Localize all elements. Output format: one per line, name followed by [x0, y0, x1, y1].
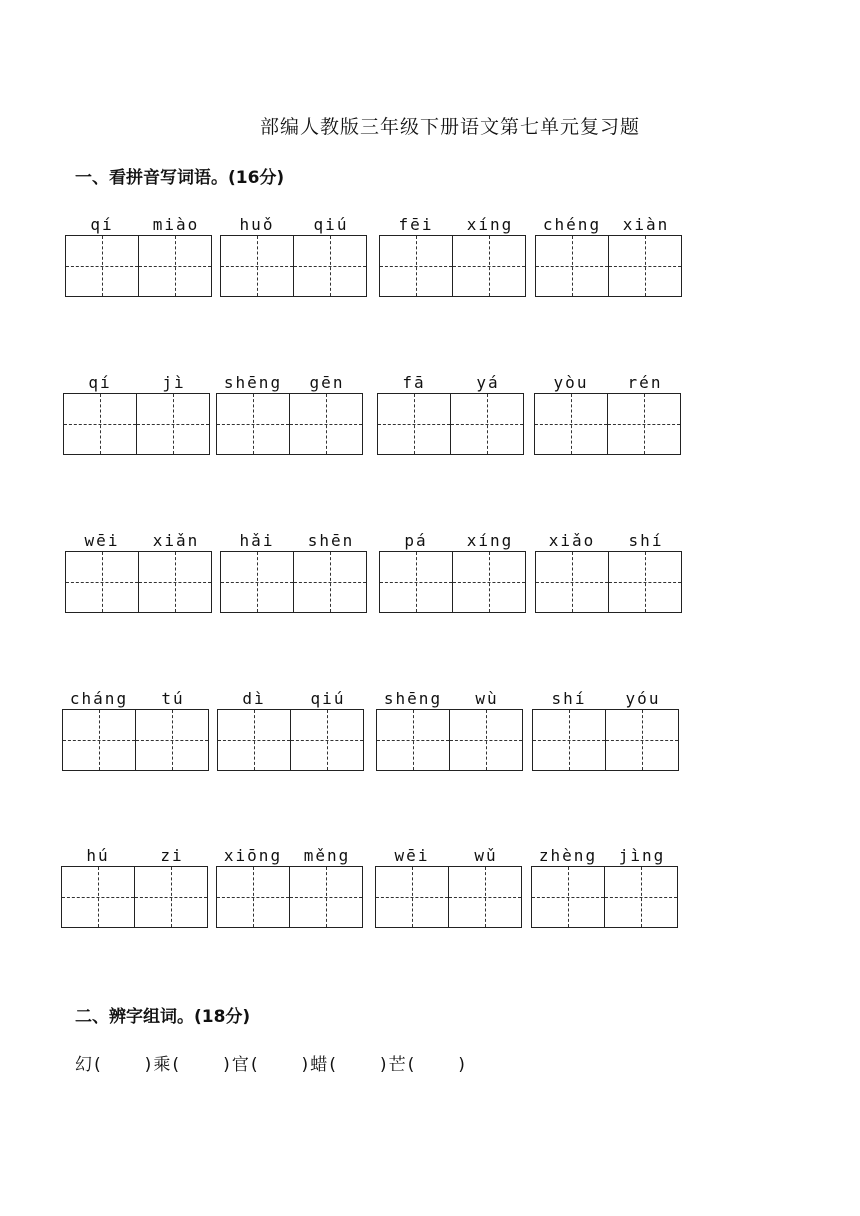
vertical-guide-line — [486, 710, 487, 770]
vertical-guide-line — [412, 867, 413, 927]
tianzige-writing-cell[interactable] — [535, 551, 609, 613]
pinyin-label: měng — [303, 846, 351, 865]
tianzige-writing-cell[interactable] — [452, 235, 526, 297]
vertical-guide-line — [416, 552, 417, 612]
tianzige-writing-cell[interactable] — [65, 551, 139, 613]
tianzige-writing-cell[interactable] — [605, 709, 679, 771]
tianzige-writing-cell[interactable] — [604, 866, 678, 928]
vertical-guide-line — [644, 394, 645, 454]
tianzige-writing-cell[interactable] — [134, 866, 208, 928]
pinyin-label: qí — [90, 215, 114, 234]
tianzige-writing-cell[interactable] — [290, 709, 364, 771]
tianzige-writing-cell[interactable] — [217, 709, 291, 771]
tianzige-writing-cell[interactable] — [376, 709, 450, 771]
pinyin-label: fēi — [398, 215, 434, 234]
writing-boxes — [62, 709, 210, 771]
pinyin-label: jìng — [618, 846, 666, 865]
tianzige-writing-cell[interactable] — [220, 551, 294, 613]
vertical-guide-line — [102, 236, 103, 296]
pinyin-row — [0, 689, 860, 789]
tianzige-writing-cell[interactable] — [136, 393, 210, 455]
tianzige-writing-cell[interactable] — [379, 551, 453, 613]
writing-boxes — [220, 235, 368, 297]
pinyin-label: hú — [86, 846, 110, 865]
tianzige-writing-cell[interactable] — [377, 393, 451, 455]
vertical-guide-line — [642, 710, 643, 770]
pinyin-label: pá — [404, 531, 428, 550]
tianzige-writing-cell[interactable] — [216, 866, 290, 928]
tianzige-writing-cell[interactable] — [448, 866, 522, 928]
writing-boxes — [377, 393, 525, 455]
vertical-guide-line — [99, 710, 100, 770]
tianzige-writing-cell[interactable] — [62, 709, 136, 771]
pinyin-label: qiú — [310, 689, 346, 708]
tianzige-writing-cell[interactable] — [452, 551, 526, 613]
pinyin-label: wēi — [394, 846, 430, 865]
section-1-heading: 一、看拼音写词语。(16分) — [75, 168, 285, 188]
writing-boxes — [65, 235, 213, 297]
tianzige-writing-cell[interactable] — [293, 235, 367, 297]
pinyin-label: wǔ — [474, 846, 498, 865]
pinyin-label: wù — [475, 689, 499, 708]
pinyin-label: shēng — [223, 373, 283, 392]
tianzige-writing-cell[interactable] — [61, 866, 135, 928]
writing-boxes — [379, 235, 527, 297]
tianzige-writing-cell[interactable] — [532, 709, 606, 771]
pinyin-row — [0, 215, 860, 315]
tianzige-writing-cell[interactable] — [289, 393, 363, 455]
tianzige-writing-cell[interactable] — [65, 235, 139, 297]
word-formation-line[interactable]: 幻( )乘( )官( )蜡( )芒( ) — [75, 1055, 468, 1075]
tianzige-writing-cell[interactable] — [534, 393, 608, 455]
tianzige-writing-cell[interactable] — [63, 393, 137, 455]
tianzige-writing-cell[interactable] — [607, 393, 681, 455]
pinyin-row — [0, 846, 860, 946]
pinyin-label: xíng — [466, 531, 514, 550]
pinyin-label: chéng — [542, 215, 602, 234]
vertical-guide-line — [569, 710, 570, 770]
pinyin-label: tú — [161, 689, 185, 708]
vertical-guide-line — [489, 236, 490, 296]
vertical-guide-line — [641, 867, 642, 927]
tianzige-writing-cell[interactable] — [531, 866, 605, 928]
vertical-guide-line — [100, 394, 101, 454]
writing-boxes — [532, 709, 680, 771]
pinyin-label: qiú — [313, 215, 349, 234]
vertical-guide-line — [645, 236, 646, 296]
tianzige-writing-cell[interactable] — [220, 235, 294, 297]
writing-boxes — [379, 551, 527, 613]
pinyin-label: rén — [627, 373, 663, 392]
vertical-guide-line — [172, 710, 173, 770]
writing-boxes — [534, 393, 682, 455]
tianzige-writing-cell[interactable] — [608, 551, 682, 613]
pinyin-label: dì — [242, 689, 266, 708]
vertical-guide-line — [254, 710, 255, 770]
pinyin-row — [0, 531, 860, 631]
writing-boxes — [216, 393, 364, 455]
tianzige-writing-cell[interactable] — [535, 235, 609, 297]
pinyin-row — [0, 373, 860, 473]
pinyin-label: shí — [551, 689, 587, 708]
pinyin-label: xiǎo — [548, 531, 596, 550]
writing-boxes — [65, 551, 213, 613]
vertical-guide-line — [257, 236, 258, 296]
tianzige-writing-cell[interactable] — [216, 393, 290, 455]
pinyin-label: shí — [628, 531, 664, 550]
pinyin-label: fā — [402, 373, 426, 392]
pinyin-label: gēn — [309, 373, 345, 392]
vertical-guide-line — [330, 236, 331, 296]
pinyin-label: xiàn — [622, 215, 670, 234]
vertical-guide-line — [173, 394, 174, 454]
pinyin-label: miào — [152, 215, 200, 234]
vertical-guide-line — [253, 867, 254, 927]
vertical-guide-line — [326, 867, 327, 927]
tianzige-writing-cell[interactable] — [449, 709, 523, 771]
pinyin-label: zhèng — [538, 846, 598, 865]
tianzige-writing-cell[interactable] — [135, 709, 209, 771]
pinyin-label: xiǎn — [152, 531, 200, 550]
tianzige-writing-cell[interactable] — [375, 866, 449, 928]
vertical-guide-line — [416, 236, 417, 296]
vertical-guide-line — [487, 394, 488, 454]
vertical-guide-line — [645, 552, 646, 612]
tianzige-writing-cell[interactable] — [293, 551, 367, 613]
pinyin-label: cháng — [69, 689, 129, 708]
pinyin-label: shēng — [383, 689, 443, 708]
pinyin-label: qí — [88, 373, 112, 392]
pinyin-label: yòu — [553, 373, 589, 392]
vertical-guide-line — [571, 394, 572, 454]
writing-boxes — [375, 866, 523, 928]
pinyin-label: wēi — [84, 531, 120, 550]
vertical-guide-line — [257, 552, 258, 612]
writing-boxes — [63, 393, 211, 455]
writing-boxes — [535, 235, 683, 297]
tianzige-writing-cell[interactable] — [138, 235, 212, 297]
pinyin-label: jì — [162, 373, 186, 392]
vertical-guide-line — [330, 552, 331, 612]
vertical-guide-line — [413, 710, 414, 770]
vertical-guide-line — [253, 394, 254, 454]
pinyin-label: hǎi — [239, 531, 275, 550]
tianzige-writing-cell[interactable] — [379, 235, 453, 297]
pinyin-label: huǒ — [239, 215, 275, 234]
pinyin-label: xíng — [466, 215, 514, 234]
vertical-guide-line — [572, 236, 573, 296]
vertical-guide-line — [171, 867, 172, 927]
pinyin-label: zi — [160, 846, 184, 865]
writing-boxes — [217, 709, 365, 771]
vertical-guide-line — [327, 710, 328, 770]
writing-boxes — [220, 551, 368, 613]
vertical-guide-line — [98, 867, 99, 927]
pinyin-label: xiōng — [223, 846, 283, 865]
pinyin-label: yá — [476, 373, 500, 392]
vertical-guide-line — [175, 552, 176, 612]
writing-boxes — [531, 866, 679, 928]
tianzige-writing-cell[interactable] — [138, 551, 212, 613]
writing-boxes — [535, 551, 683, 613]
tianzige-writing-cell[interactable] — [608, 235, 682, 297]
writing-boxes — [216, 866, 364, 928]
section-2-heading: 二、辨字组词。(18分) — [75, 1007, 251, 1027]
vertical-guide-line — [572, 552, 573, 612]
vertical-guide-line — [489, 552, 490, 612]
writing-boxes — [61, 866, 209, 928]
pinyin-label: yóu — [625, 689, 661, 708]
vertical-guide-line — [414, 394, 415, 454]
vertical-guide-line — [102, 552, 103, 612]
writing-boxes — [376, 709, 524, 771]
pinyin-label: shēn — [307, 531, 355, 550]
vertical-guide-line — [175, 236, 176, 296]
vertical-guide-line — [485, 867, 486, 927]
tianzige-writing-cell[interactable] — [289, 866, 363, 928]
vertical-guide-line — [568, 867, 569, 927]
vertical-guide-line — [326, 394, 327, 454]
page-title: 部编人教版三年级下册语文第七单元复习题 — [259, 116, 640, 138]
tianzige-writing-cell[interactable] — [450, 393, 524, 455]
